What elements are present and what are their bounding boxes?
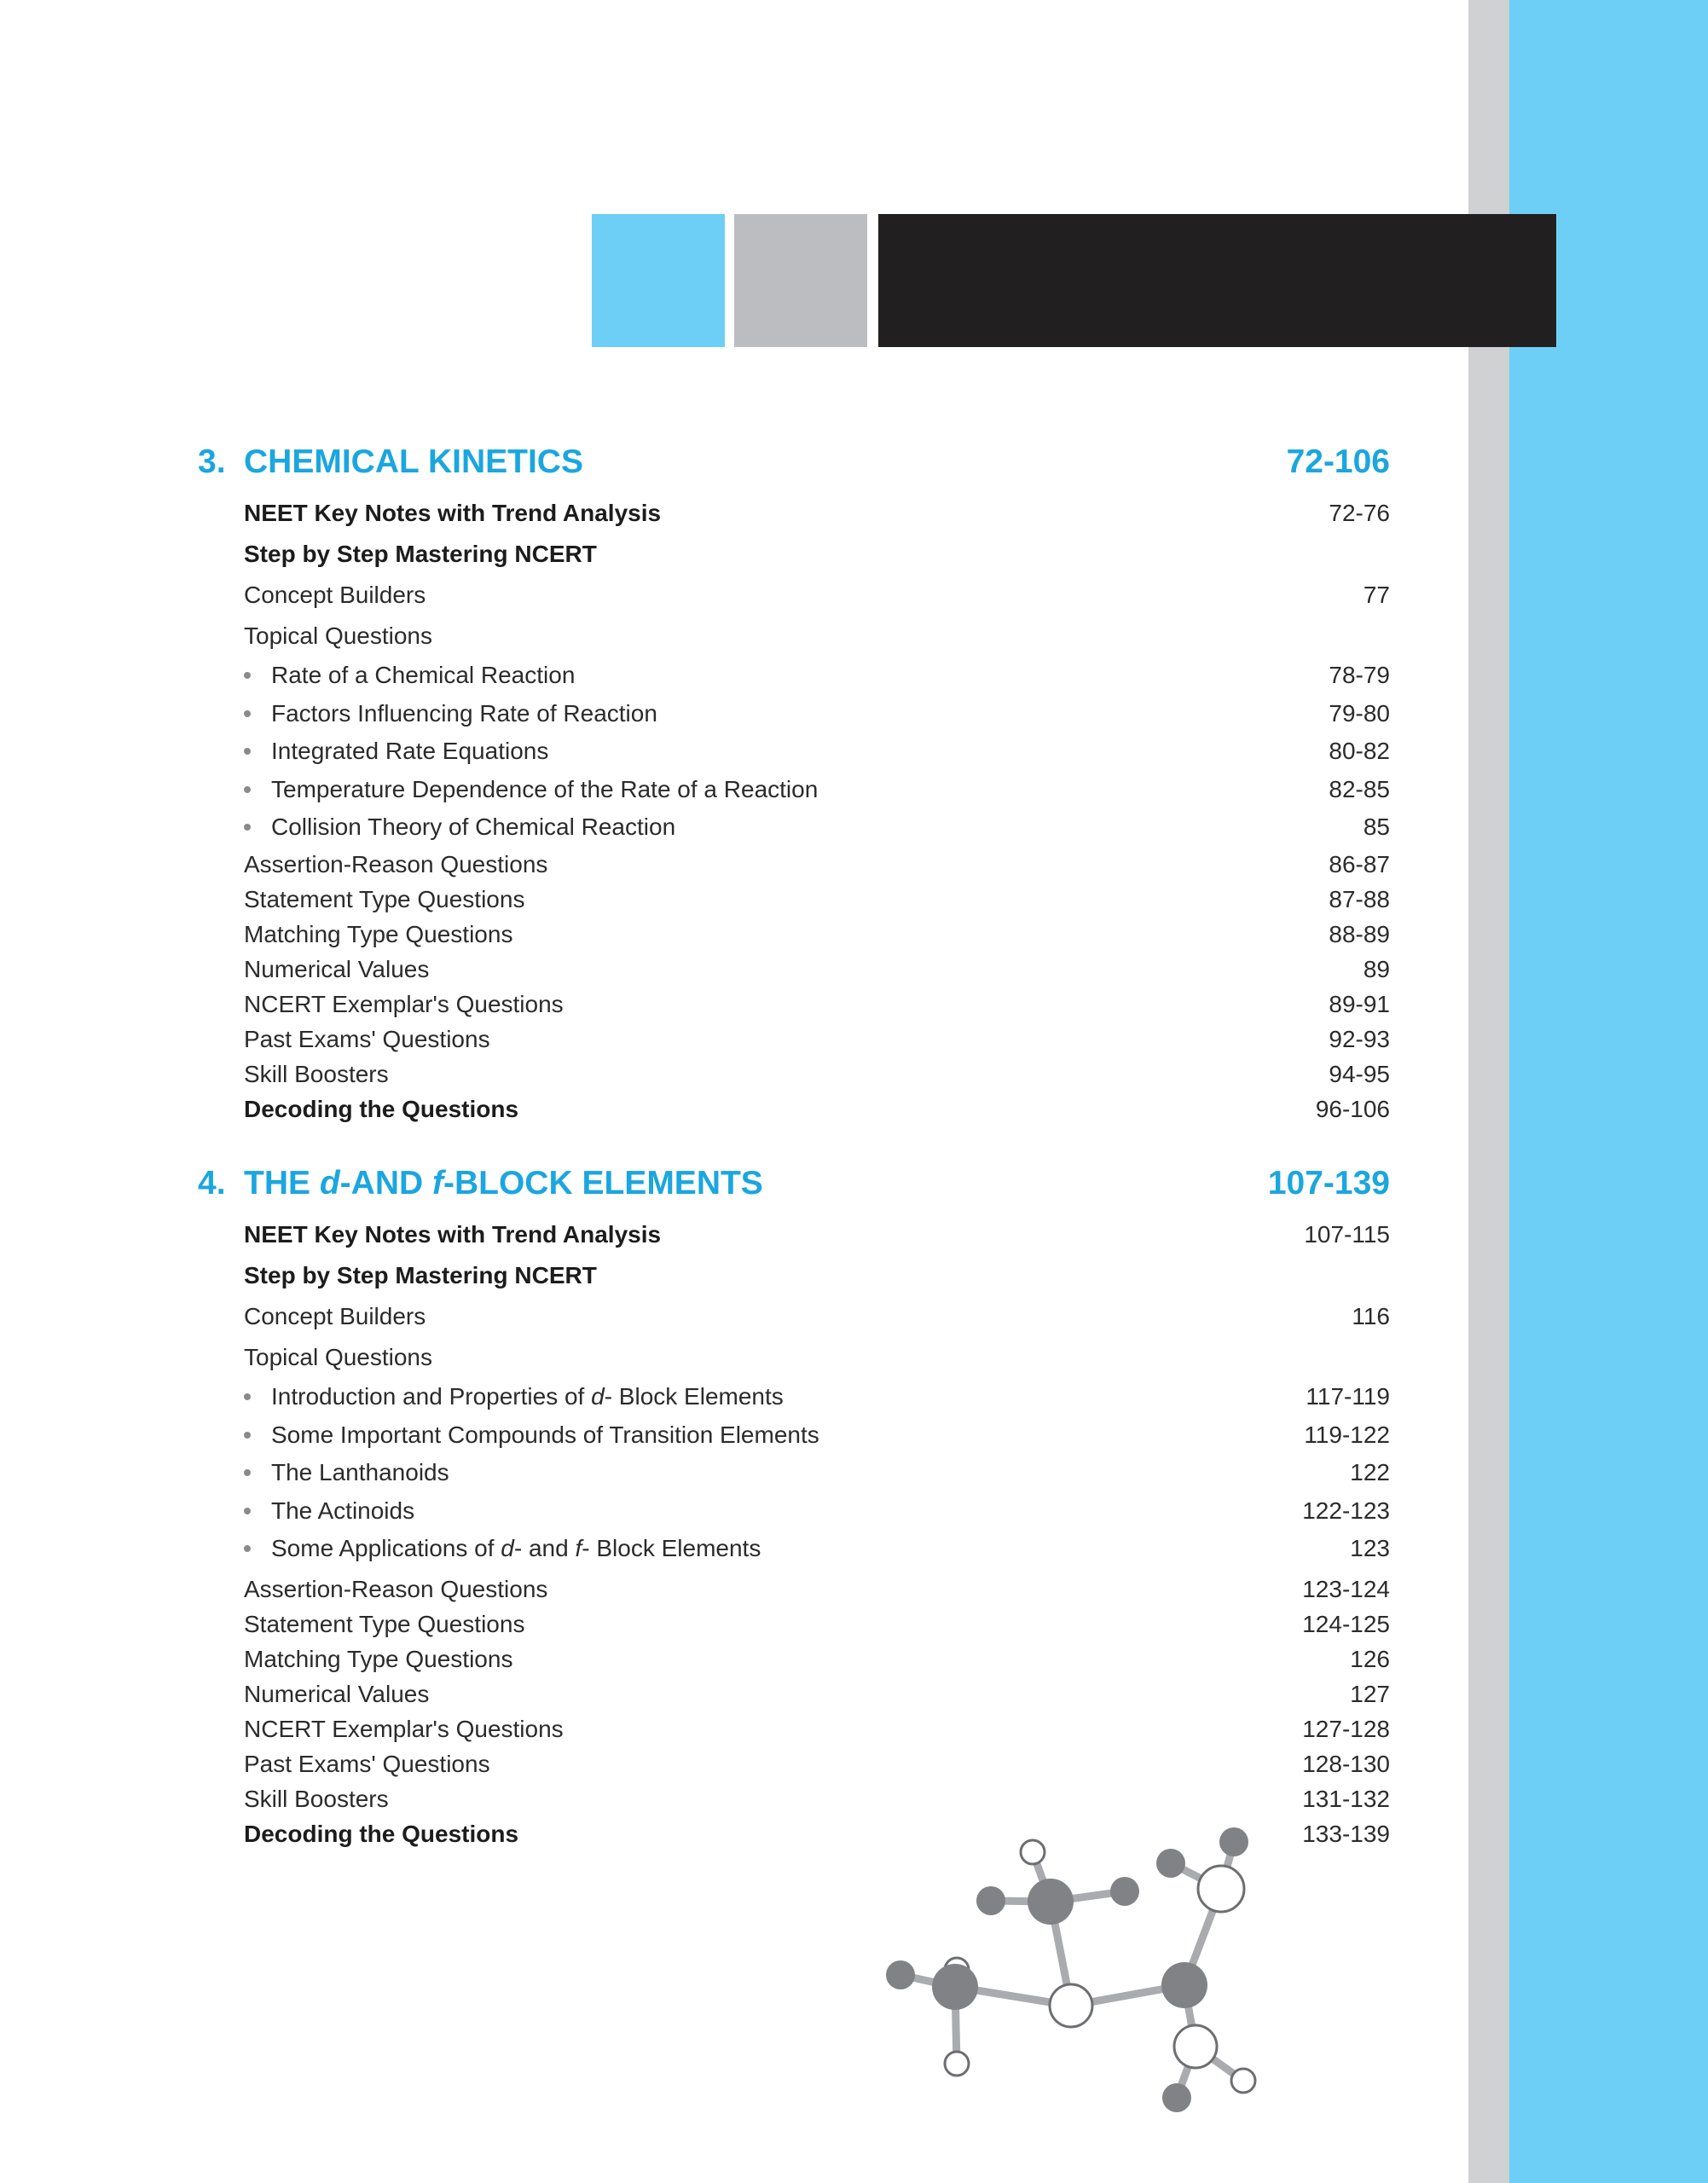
bullet-icon [244, 710, 251, 717]
entry-pages: 116 [1352, 1303, 1390, 1329]
bullet-icon [244, 786, 251, 793]
entry-pages: 107-115 [1304, 1221, 1390, 1248]
section-entry[interactable] [198, 1642, 1390, 1676]
concept-builders-entry[interactable] [198, 1296, 1390, 1337]
label-part: - and [513, 1535, 576, 1561]
decoding-entry[interactable] [198, 1092, 1390, 1126]
label-italic: d [501, 1535, 514, 1561]
concept-builders-entry[interactable] [198, 575, 1390, 616]
entry-label: Matching Type Questions [244, 920, 513, 947]
entry-label: Numerical Values [244, 1680, 430, 1707]
chapter-pages: 72-106 [1286, 443, 1390, 480]
entry-label: The Actinoids [271, 1497, 415, 1524]
title-part: -AND [339, 1165, 432, 1202]
topic-entry[interactable] [198, 1416, 1390, 1455]
chapter-title: CHEMICAL KINETICS [244, 443, 583, 480]
section-entry[interactable] [198, 987, 1390, 1022]
chapter-number: 3. [198, 443, 226, 480]
section-entry[interactable] [198, 1022, 1390, 1057]
topic-entry[interactable] [198, 657, 1390, 695]
entry-pages: 96-106 [1315, 1095, 1390, 1122]
entry-pages: 82-85 [1329, 775, 1390, 802]
entry-pages: 78-79 [1329, 662, 1390, 688]
section-entry[interactable] [198, 1781, 1390, 1816]
title-italic-d: d [319, 1165, 340, 1202]
entry-pages: 123-124 [1302, 1575, 1390, 1602]
entry-label: Topical Questions [244, 622, 433, 649]
bullet-icon [244, 672, 251, 679]
entry-label: Statement Type Questions [244, 1610, 525, 1637]
entry-label: Skill Boosters [244, 1785, 389, 1812]
entry-label: NCERT Exemplar's Questions [244, 990, 564, 1017]
topic-entry[interactable] [198, 1378, 1390, 1416]
entry-label: Collision Theory of Chemical Reaction [271, 814, 676, 840]
chapter-number: 4. [198, 1165, 226, 1202]
entry-label: Rate of a Chemical Reaction [271, 662, 576, 688]
bullet-icon [244, 1469, 251, 1476]
entry-pages: 80-82 [1329, 738, 1390, 764]
entry-pages: 72-76 [1329, 500, 1390, 526]
title-part: -BLOCK ELEMENTS [443, 1165, 763, 1202]
entry-pages: 122-123 [1302, 1497, 1390, 1524]
section-entry[interactable] [198, 1572, 1390, 1607]
key-notes-entry[interactable] [198, 493, 1390, 534]
entry-pages: 128-130 [1302, 1750, 1390, 1777]
entry-label [271, 1378, 784, 1416]
label-part: - Block Elements [604, 1383, 784, 1410]
label-italic: f [575, 1535, 582, 1561]
entry-pages: 126 [1350, 1645, 1390, 1672]
chapter-heading[interactable] [198, 437, 1390, 488]
title-italic-f: f [432, 1165, 443, 1202]
entry-label [271, 1530, 761, 1568]
entry-label: Integrated Rate Equations [271, 738, 549, 764]
topical-questions-heading [198, 1337, 1390, 1378]
entry-pages: 94-95 [1329, 1060, 1390, 1087]
entry-pages: 127-128 [1302, 1715, 1390, 1742]
topic-entry[interactable] [198, 1530, 1390, 1568]
topic-entry[interactable] [198, 808, 1390, 847]
entry-pages: 89-91 [1329, 990, 1390, 1017]
entry-pages: 124-125 [1302, 1610, 1390, 1637]
chapter-3 [198, 437, 1390, 1126]
bullet-icon [244, 824, 251, 831]
chapter-heading[interactable] [198, 1158, 1390, 1209]
entry-label: Decoding the Questions [244, 1820, 519, 1847]
chapter-4 [198, 1158, 1390, 1851]
entry-label: Past Exams' Questions [244, 1750, 490, 1777]
topic-entry[interactable] [198, 732, 1390, 771]
entry-label: Some Important Compounds of Transition Elements [271, 1421, 819, 1448]
bullet-icon [244, 1508, 251, 1514]
entry-label: Step by Step Mastering NCERT [244, 541, 597, 567]
bullet-icon [244, 748, 251, 755]
molecule-icon [878, 1816, 1262, 2123]
section-entry[interactable] [198, 1746, 1390, 1781]
label-part: Introduction and Properties of [271, 1383, 592, 1410]
section-entry[interactable] [198, 882, 1390, 917]
chapter-title [244, 1158, 763, 1209]
entry-label: Assertion-Reason Questions [244, 850, 548, 877]
topical-questions-heading [198, 616, 1390, 657]
entry-label: Step by Step Mastering NCERT [244, 1262, 597, 1288]
entry-pages: 123 [1350, 1535, 1390, 1561]
entry-pages: 117-119 [1306, 1383, 1390, 1410]
bullet-icon [244, 1545, 251, 1552]
label-part: - Block Elements [582, 1535, 761, 1561]
entry-label: Numerical Values [244, 955, 430, 982]
entry-pages: 92-93 [1329, 1025, 1390, 1052]
section-entry[interactable] [198, 1607, 1390, 1642]
topic-entry[interactable] [198, 1492, 1390, 1531]
entry-pages: 127 [1350, 1680, 1390, 1707]
section-entry[interactable] [198, 1057, 1390, 1092]
entry-pages: 85 [1363, 814, 1390, 840]
bullet-icon [244, 1432, 251, 1439]
entry-pages: 86-87 [1329, 850, 1390, 877]
entry-label: The Lanthanoids [271, 1459, 449, 1485]
bullet-icon [244, 1393, 251, 1400]
entry-label: Skill Boosters [244, 1060, 389, 1087]
label-part: Some Applications of [271, 1535, 501, 1561]
topic-entry[interactable] [198, 1454, 1390, 1492]
entry-pages: 131-132 [1302, 1785, 1390, 1812]
section-entry[interactable] [198, 1676, 1390, 1711]
entry-pages: 87-88 [1329, 885, 1390, 912]
chapter-pages: 107-139 [1267, 1165, 1390, 1202]
entry-pages: 88-89 [1329, 920, 1390, 947]
entry-label: Concept Builders [244, 582, 426, 608]
entry-label: Temperature Dependence of the Rate of a Reaction [271, 775, 819, 802]
entry-pages: 77 [1363, 582, 1390, 608]
title-part: THE [244, 1165, 320, 1202]
entry-label: Topical Questions [244, 1344, 433, 1370]
section-entry[interactable] [198, 917, 1390, 952]
label-italic: d [591, 1383, 605, 1410]
entry-pages: 89 [1363, 955, 1390, 982]
mastering-heading [198, 534, 1390, 575]
entry-pages: 122 [1350, 1459, 1390, 1485]
entry-pages: 119-122 [1304, 1421, 1390, 1448]
section-entry[interactable] [198, 847, 1390, 882]
entry-label: NEET Key Notes with Trend Analysis [244, 500, 662, 526]
entry-label: NEET Key Notes with Trend Analysis [244, 1221, 662, 1248]
entry-label: NCERT Exemplar's Questions [244, 1715, 564, 1742]
section-entry[interactable] [198, 1711, 1390, 1746]
entry-label: Decoding the Questions [244, 1095, 519, 1122]
entry-pages: 79-80 [1329, 699, 1390, 727]
mastering-heading [198, 1255, 1390, 1296]
entry-label: Matching Type Questions [244, 1645, 513, 1672]
section-entry[interactable] [198, 952, 1390, 987]
entry-pages: 133-139 [1302, 1820, 1390, 1847]
key-notes-entry[interactable] [198, 1214, 1390, 1255]
entry-label: Assertion-Reason Questions [244, 1575, 548, 1602]
entry-label: Concept Builders [244, 1303, 426, 1329]
entry-label: Past Exams' Questions [244, 1025, 490, 1052]
entry-label: Factors Influencing Rate of Reaction [271, 699, 657, 727]
topic-entry[interactable] [198, 695, 1390, 733]
topic-entry[interactable] [198, 771, 1390, 809]
entry-label: Statement Type Questions [244, 885, 525, 912]
